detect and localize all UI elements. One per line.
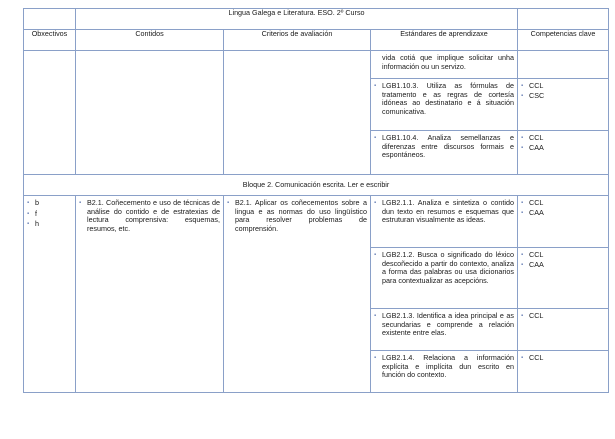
table-title-row bbox=[24, 9, 609, 30]
estandar-text: vida cotiá que implique solicitar unha información ou un servizo. bbox=[382, 53, 515, 71]
title-empty-cell bbox=[24, 9, 76, 30]
objetivo-item: ▪ h bbox=[27, 220, 72, 229]
header-competencias: Competencias clave bbox=[518, 30, 609, 51]
competencia-item: ▪ CSC bbox=[521, 92, 605, 101]
competencia-item: ▪ CCL bbox=[521, 312, 605, 321]
estandar-text: ▪ LGB2.1.1. Analiza e sintetiza o contido dun texto en resumos e esquemas que estruturan visualmente as ideas. bbox=[374, 199, 514, 225]
objetivos-cell bbox=[24, 51, 76, 175]
header-estandares: Estándares de aprendizaxe bbox=[371, 30, 518, 51]
estandar-cell bbox=[371, 248, 518, 309]
objetivos-cell bbox=[24, 196, 76, 393]
estandar-cell bbox=[371, 51, 518, 79]
section-title: Bloque 2. Comunicación escrita. Ler e escribir bbox=[24, 175, 609, 196]
estandar-text: ▪ LGB2.1.4. Relaciona a información explícita e implícita dun escrito en función do contexto. bbox=[374, 354, 514, 380]
estandar-cell bbox=[371, 196, 518, 248]
contenido-text: ▪ B2.1. Coñecemento e uso de técnicas de análise do contido e de estratexias de lectura comprensiva: esquemas, resumos, etc. bbox=[79, 199, 220, 233]
competencia-item: ▪ CCL bbox=[521, 199, 605, 208]
competencia-item: ▪ CAA bbox=[521, 209, 605, 218]
objetivo-item: ▪ f bbox=[27, 210, 72, 219]
column-header-row bbox=[24, 30, 609, 51]
estandar-cell bbox=[371, 131, 518, 175]
table-row bbox=[24, 196, 609, 248]
competencias-cell bbox=[518, 51, 609, 79]
objetivo-item: ▪ b bbox=[27, 199, 72, 208]
competencias-cell bbox=[518, 309, 609, 351]
contenido-cell bbox=[76, 196, 224, 393]
criterio-text: ▪ B2.1. Aplicar os coñecementos sobre a lingua e as normas do uso lingüístico para resolver problemas de comprensión. bbox=[227, 199, 367, 233]
criterio-cell bbox=[224, 196, 371, 393]
contenido-cell bbox=[76, 51, 224, 175]
estandar-cell bbox=[371, 351, 518, 393]
curriculum-table bbox=[23, 8, 609, 393]
competencias-cell bbox=[518, 196, 609, 248]
competencia-item: ▪ CAA bbox=[521, 144, 605, 153]
competencias-cell bbox=[518, 248, 609, 309]
estandar-text: ▪ LGB2.1.3. Identifica a idea principal e as secundarias e comprende a relación existente entre elas. bbox=[374, 312, 514, 338]
competencia-item: ▪ CAA bbox=[521, 261, 605, 270]
competencia-item: ▪ CCL bbox=[521, 354, 605, 363]
competencias-cell bbox=[518, 79, 609, 131]
competencias-cell bbox=[518, 351, 609, 393]
estandar-cell bbox=[371, 79, 518, 131]
title-empty-cell bbox=[518, 9, 609, 30]
estandar-text: ▪ LGB1.10.4. Analiza semellanzas e diferenzas entre discursos formais e espontáneos. bbox=[374, 134, 514, 160]
table-title: Lingua Galega e Literatura. ESO. 2º Curso bbox=[76, 9, 518, 30]
competencia-item: ▪ CCL bbox=[521, 134, 605, 143]
competencia-item: ▪ CCL bbox=[521, 251, 605, 260]
header-objetivos: Obxectivos bbox=[24, 30, 76, 51]
header-criterios: Criterios de avaliación bbox=[224, 30, 371, 51]
competencia-item: ▪ CCL bbox=[521, 82, 605, 91]
header-contenidos: Contidos bbox=[76, 30, 224, 51]
estandar-text: ▪ LGB2.1.2. Busca o significado do léxico descoñecido a partir do contexto, analiza a forma das palabras ou usa dicionarios para contextualizar as acepcións. bbox=[374, 251, 514, 285]
estandar-text: ▪ LGB1.10.3. Utiliza as fórmulas de tratamento e as regras de cortesía idóneas ao destinatario e á situación comunicativa. bbox=[374, 82, 514, 116]
estandar-cell bbox=[371, 309, 518, 351]
section-row bbox=[24, 175, 609, 196]
competencias-cell bbox=[518, 131, 609, 175]
criterio-cell bbox=[224, 51, 371, 175]
table-row bbox=[24, 51, 609, 79]
